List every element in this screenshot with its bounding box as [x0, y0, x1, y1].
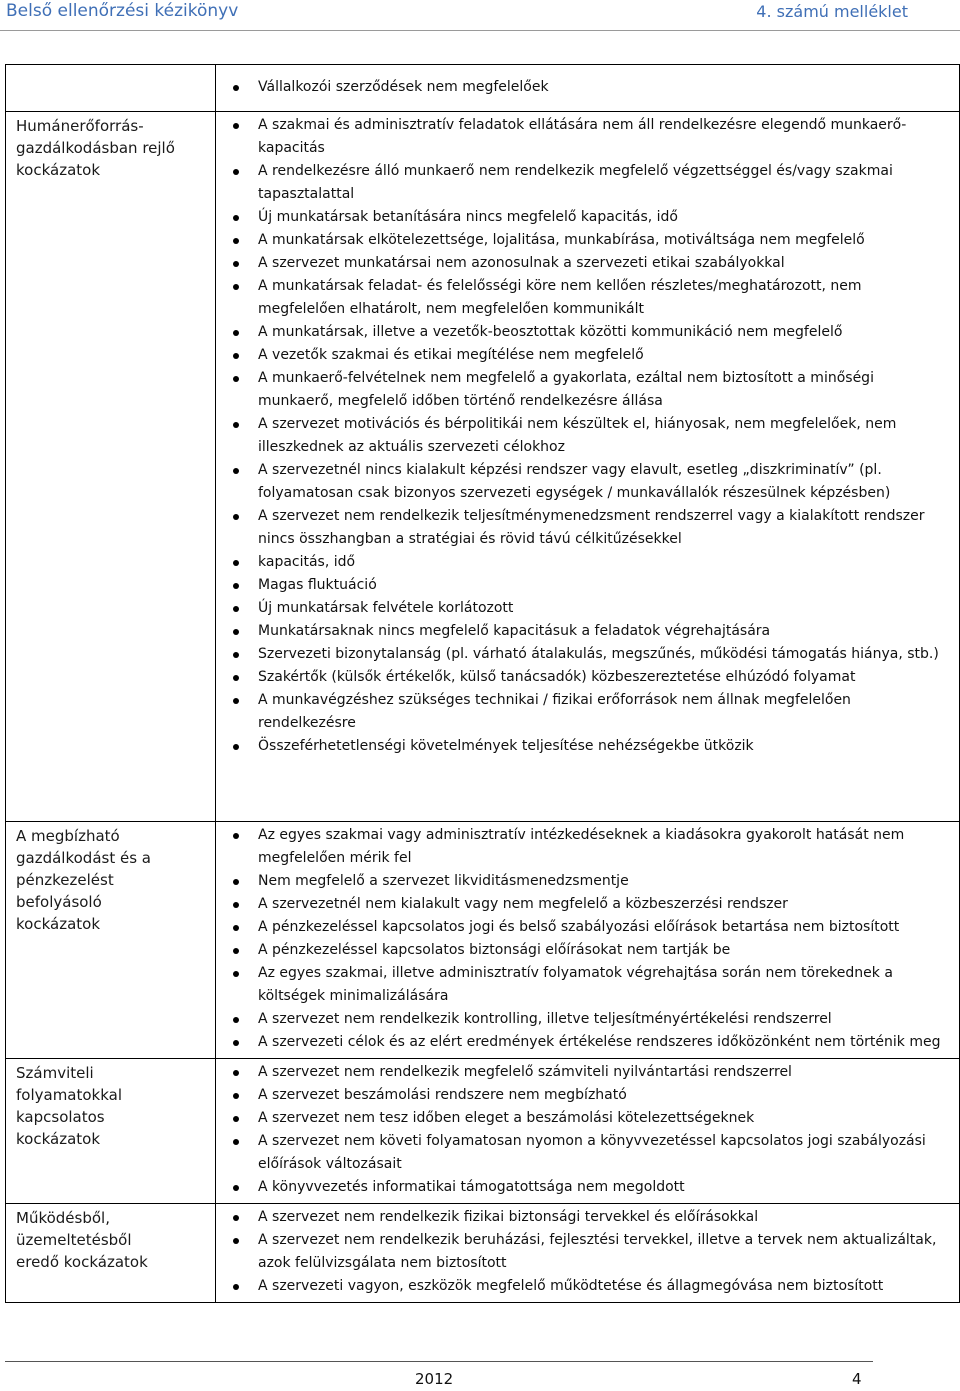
list-item: Szakértők (külsők értékelők, külső tanácsadók) közbeszereztetése elhúzódó folyamat — [21, 666, 953, 689]
list-item: A szervezet nem követi folyamatosan nyomon a könyvvezetéssel kapcsolatos jogi szabályozási előírások változásait — [21, 1130, 953, 1176]
list-item: A munkatársak, illetve a vezetők-beosztottak közötti kommunikáció nem megfelelő — [21, 321, 953, 344]
list-item: A könyvvezetés informatikai támogatottsága nem megoldott — [21, 1176, 953, 1199]
footer-year: 2012 — [415, 1370, 454, 1388]
list-item: A szervezet nem rendelkezik teljesítménymenedzsment rendszerrel vagy a kialakított rendszer nincs összhangban a stratégiai és rövid távú célkitűzésekkel — [21, 505, 953, 551]
list-item: A vezetők szakmai és etikai megítélése nem megfelelő — [21, 344, 953, 367]
list-item: kapacitás, idő — [21, 551, 953, 574]
list-item: Új munkatársak felvétele korlátozott — [21, 597, 953, 620]
category-label: befolyásoló — [16, 893, 102, 911]
list-item: A szervezetnél nem kialakult vagy nem megfelelő a közbeszerzési rendszer — [21, 893, 953, 916]
category-label: gazdálkodásban rejlő — [16, 139, 175, 157]
list-item: Összeférhetetlenségi követelmények teljesítése nehézségekbe ütközik — [21, 735, 953, 758]
category-label: kockázatok — [16, 1130, 101, 1148]
category-label: pénzkezelést — [16, 871, 114, 889]
list-item: A munkatársak feladat- és felelősségi köre nem kellően részletes/meghatározott, nem megfelelően elhatárolt, nem megfelelően kommunikált — [21, 275, 953, 321]
category-label: kockázatok — [16, 161, 101, 179]
footer-divider — [5, 1361, 873, 1362]
category-label: kockázatok — [16, 915, 101, 933]
risk-table — [5, 64, 960, 1303]
table-row — [6, 1204, 960, 1303]
list-item: A szervezet nem rendelkezik beruházási, fejlesztési tervekkel, illetve a tervek nem aktualizáltak, azok felülvizsgálata nem biztosított — [21, 1229, 953, 1275]
category-label: Humánerőforrás- — [16, 117, 144, 135]
page-number: 4 — [852, 1370, 862, 1388]
annex-label: 4. számú melléklet — [756, 2, 908, 21]
items-cell — [216, 112, 960, 822]
category-label: kapcsolatos — [16, 1108, 105, 1126]
list-item: A pénzkezeléssel kapcsolatos biztonsági előírásokat nem tartják be — [21, 939, 953, 962]
risk-list — [216, 76, 953, 99]
list-item: Nem megfelelő a szervezet likviditásmenedzsmentje — [21, 870, 953, 893]
list-item: A szervezetnél nincs kialakult képzési rendszer vagy elavult, esetleg „diszkriminatív” (pl. folyamatosan csak bizonyos szervezeti egységek / munkavállalók részesülnek képzésben) — [21, 459, 953, 505]
category-label: eredő kockázatok — [16, 1253, 148, 1271]
table-row — [6, 112, 960, 822]
list-item: Szervezeti bizonytalanság (pl. várható átalakulás, megszűnés, működési támogatás hiánya, stb.) — [21, 643, 953, 666]
list-item: A szervezeti célok és az elért eredmények értékelése rendszeres időközönként nem történik meg — [21, 1031, 953, 1054]
list-item: A szervezet motivációs és bérpolitikái nem készültek el, hiányosak, nem megfelelőek, nem illeszkednek az aktuális szervezeti célokhoz — [21, 413, 953, 459]
list-item: A szervezet nem rendelkezik fizikai biztonsági tervekkel és előírásokkal — [21, 1206, 953, 1229]
manual-title: Belső ellenőrzési kézikönyv — [6, 1, 239, 21]
category-label: gazdálkodást és a — [16, 849, 151, 867]
list-item: A szervezet nem rendelkezik megfelelő számviteli nyilvántartási rendszerrel — [21, 1061, 953, 1084]
risk-list — [216, 824, 953, 1054]
items-cell — [216, 1059, 960, 1204]
list-item: Munkatársaknak nincs megfelelő kapacitásuk a feladatok végrehajtására — [21, 620, 953, 643]
items-cell — [216, 1204, 960, 1303]
list-item: A szervezet beszámolási rendszere nem megbízható — [21, 1084, 953, 1107]
category-label: A megbízható — [16, 827, 120, 845]
list-item: A szakmai és adminisztratív feladatok ellátására nem áll rendelkezésre elegendő munkaerő-kapacitás — [21, 114, 953, 160]
list-item: Magas fluktuáció — [21, 574, 953, 597]
risk-list — [216, 114, 953, 758]
list-item: A munkaerő-felvételnek nem megfelelő a gyakorlata, ezáltal nem biztosított a minőségi munkaerő, megfelelő időben történő rendelkezésre állása — [21, 367, 953, 413]
list-item: A munkavégzéshez szükséges technikai / fizikai erőforrások nem állnak megfelelően rendelkezésre — [21, 689, 953, 735]
category-label: Számviteli — [16, 1064, 94, 1082]
list-item: A szervezet munkatársai nem azonosulnak a szervezeti etikai szabályokkal — [21, 252, 953, 275]
table-row — [6, 822, 960, 1059]
list-item: A szervezet nem rendelkezik kontrolling, illetve teljesítményértékelési rendszerrel — [21, 1008, 953, 1031]
risk-list — [216, 1206, 953, 1298]
list-item: Új munkatársak betanítására nincs megfelelő kapacitás, idő — [21, 206, 953, 229]
risk-list — [216, 1061, 953, 1199]
list-item: A szervezet nem tesz időben eleget a beszámolási kötelezettségeknek — [21, 1107, 953, 1130]
list-item: Az egyes szakmai, illetve adminisztratív folyamatok végrehajtása során nem törekednek a költségek minimalizálására — [21, 962, 953, 1008]
list-item: A rendelkezésre álló munkaerő nem rendelkezik megfelelő végzettséggel és/vagy szakmai tapasztalattal — [21, 160, 953, 206]
list-item: Vállalkozói szerződések nem megfelelőek — [21, 76, 953, 99]
items-cell — [216, 822, 960, 1059]
page-header — [0, 0, 960, 31]
list-item: A pénzkezeléssel kapcsolatos jogi és belső szabályozási előírások betartása nem biztosított — [21, 916, 953, 939]
list-item: A munkatársak elkötelezettsége, lojalitása, munkabírása, motiváltsága nem megfelelő — [21, 229, 953, 252]
category-label: folyamatokkal — [16, 1086, 123, 1104]
list-item: Az egyes szakmai vagy adminisztratív intézkedéseknek a kiadásokra gyakorolt hatását nem megfelelően mérik fel — [21, 824, 953, 870]
category-label: üzemeltetésből — [16, 1231, 132, 1249]
list-item: A szervezeti vagyon, eszközök megfelelő működtetése és állagmegóvása nem biztosított — [21, 1275, 953, 1298]
category-label: Működésből, — [16, 1209, 110, 1227]
table-row — [6, 65, 960, 112]
items-cell — [216, 65, 960, 112]
table-row — [6, 1059, 960, 1204]
